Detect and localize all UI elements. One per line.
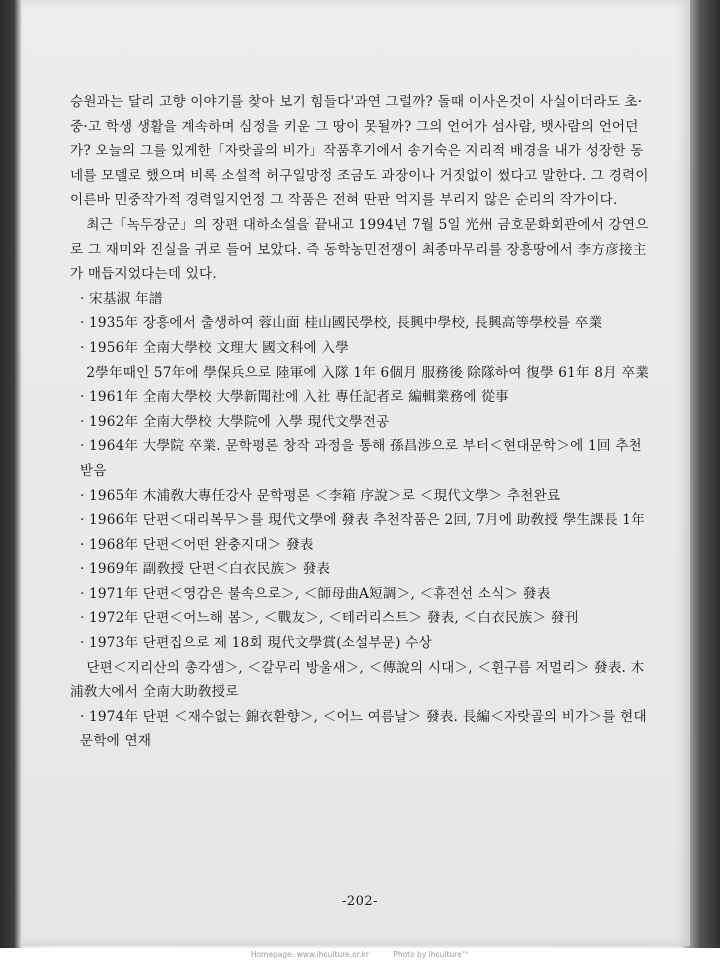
page-body-text — [70, 90, 654, 754]
chronology-1973-works: 단편＜지리산의 총각샘＞, ＜갈무리 방울새＞, ＜傳說의 시대＞, ＜휜구름 저멀리＞ 發表. 木浦敎大에서 全南大助敎授로 — [70, 659, 645, 701]
chronology-1966: · 1966年 단편＜대리복무＞를 現代文學에 發表 추천작품은 2回, 7月에 助敎授 學生課長 1年 — [80, 512, 645, 529]
chronology-1964: · 1964年 大學院 卒業. 문학평론 창작 과정을 통해 孫昌涉으로 부터＜현대문학＞에 1回 추천 받음 — [80, 438, 642, 479]
chronology-1965: · 1965年 木浦敎大專任강사 문학평론 ＜李箱 序說＞로 ＜現代文學＞ 추천완료 — [80, 487, 561, 504]
photo-credit-footer — [0, 948, 720, 962]
chronology-1957: 2學年때인 57年에 學保兵으로 陸軍에 入隊 1年 6個月 服務後 除隊하여 復學 61年 8月 卒業 — [86, 364, 650, 381]
photo-credit: Photo by ihculture™ — [393, 950, 470, 959]
chronology-1956: · 1956年 全南大學校 文理大 國文科에 入學 — [80, 339, 349, 356]
paragraph-intro: 승원과는 달리 고향 이야기를 찾아 보기 힘들다'과연 그럴까? 돌때 이사온것이 사실이더라도 초·중·고 학생 생활을 계속하며 심정을 키운 그 땅이 못될까? 그의 언어가 섬사람, 뱃사람의 언어던가? 오늘의 그를 있게한「자랏골의 비가」작품후기에서 송기숙은 지리적 배경을 내가 성장한 동네를 모델로 했으며 비록 소설적 허구일망정 조금도 과장이나 거짓없이 썼다고 말한다. 그 경력이 이른바 민중작가적 경력일지언정 그 작품은 전혀 딴판 억지를 부리지 않은 순리의 작가이다. — [70, 94, 649, 209]
chronology-1969: · 1969年 副敎授 단편＜白衣民族＞ 發表 — [80, 561, 331, 578]
chronology-1968: · 1968年 단편＜어떤 완충지대＞ 發表 — [80, 536, 314, 553]
chronology-1962: · 1962年 全南大學校 大學院에 入學 現代文學전공 — [80, 413, 390, 430]
chronology-1961: · 1961年 全南大學校 大學新聞社에 入社 專任記者로 編輯業務에 從事 — [80, 389, 509, 406]
chronology-1974: · 1974年 단편 ＜재수없는 錦衣환향＞, ＜어느 여름날＞ 發表. 長編＜자랏골의 비가＞를 현대문학에 연재 — [80, 708, 647, 750]
chronology-1973: · 1973年 단편집으로 제 18회 現代文學賞(소설부문) 수상 — [80, 635, 432, 652]
chronology-1971: · 1971年 단편＜영감은 불속으로＞, ＜師母曲A短調＞, ＜휴전선 소식＞ 發表 — [80, 585, 551, 602]
page-number: -202- — [341, 894, 379, 909]
homepage-credit: Homepage: www.ihculture.or.kr — [250, 950, 369, 959]
paragraph-lecture: 최근「녹두장군」의 장편 대하소설을 끝내고 1994년 7월 5일 光州 금호문화회관에서 강연으로 그 재미와 진실을 귀로 들어 보았다. 즉 동학농민전쟁이 최종마무리를 장흥땅에서 李方彦接主가 매듭지었다는데 있다. — [70, 216, 649, 283]
chronology-1935: · 1935年 장흥에서 출생하여 蓉山面 桂山國民學校, 長興中學校, 長興高等學校를 卒業 — [80, 315, 603, 332]
chronology-heading: · 宋基淑 年譜 — [80, 290, 163, 307]
chronology-1972: · 1972年 단편＜어느해 봄＞, ＜戰友＞, ＜테러리스트＞ 發表, ＜白衣民族＞ 發刊 — [80, 610, 579, 627]
